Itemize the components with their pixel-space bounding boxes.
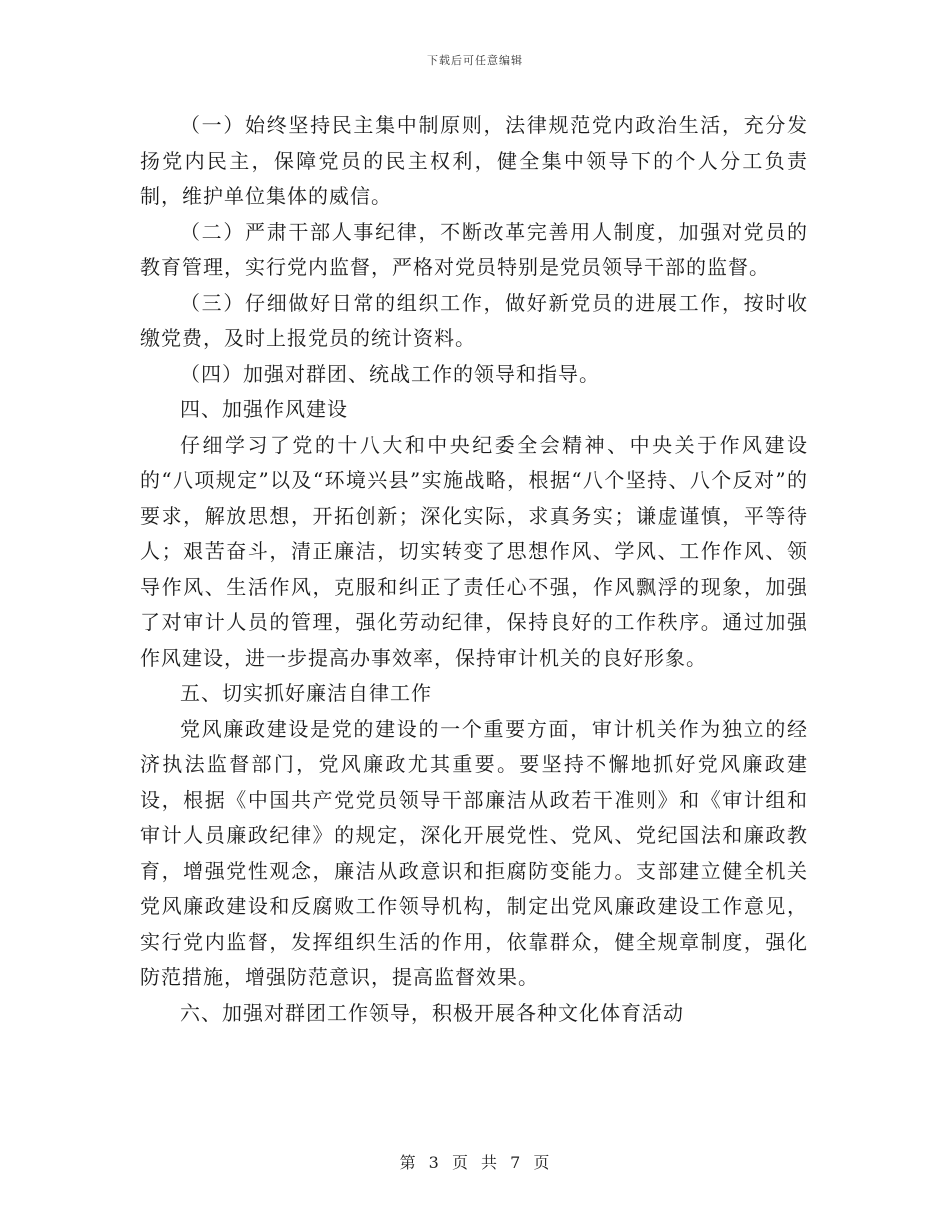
section-heading-6: 六、加强对群团工作领导，积极开展各种文化体育活动 [180, 1000, 684, 1025]
section-heading-4: 四、加强作风建设 [180, 397, 348, 421]
paragraph-6: 党风廉政建设是党的建设的一个重要方面，审计机关作为独立的经济执法监督部门，党风廉政尤其重要。要坚持不懈地抓好党风廉政建设，根据《中国共产党党员领导干部廉洁从政若干准则》和《审计组和审计人员廉政纪律》的规定，深化开展党性、党风、党纪国法和廉政教育，增强党性观念，廉洁从政意识和拒腐防变能力。支部建立健全机关党风廉政建设和反腐败工作领导机构，制定出党风廉政建设工作意见，实行党内监督，发挥组织生活的作用，依靠群众，健全规章制度，强化防范措施，增强防范意识，提高监督效果。 [140, 716, 808, 989]
paragraph-5: 仔细学习了党的十八大和中央纪委全会精神、中央关于作风建设的“八项规定”以及“环境兴县”实施战略，根据“八个坚持、八个反对”的要求，解放思想，开拓创新；深化实际，求真务实；谦虚谨慎，平等待人；艰苦奋斗，清正廉洁，切实转变了思想作风、学风、工作作风、领导作风、生活作风，克服和纠正了责任心不强，作风飘浮的现象，加强了对审计人员的管理，强化劳动纪律，保持良好的工作秩序。通过加强作风建设，进一步提高办事效率，保持审计机关的良好形象。 [140, 432, 808, 670]
page-header: 下载后可任意编辑 [427, 54, 523, 67]
paragraph-1: （一）始终坚持民主集中制原则，法律规范党内政治生活，充分发扬党内民主，保障党员的民主权利，健全集中领导下的个人分工负责制，维护单位集体的威信。 [140, 113, 808, 208]
paragraph-4: （四）加强对群团、统战工作的领导和指导。 [180, 361, 600, 386]
page-number-footer: 第 3 页 共 7 页 [399, 1153, 551, 1172]
paragraph-2: （二）严肃干部人事纪律，不断改革完善用人制度，加强对党员的教育管理，实行党内监督，严格对党员特别是党员领导干部的监督。 [140, 219, 808, 279]
paragraph-3: （三）仔细做好日常的组织工作，做好新党员的进展工作，按时收缴党费，及时上报党员的统计资料。 [140, 290, 808, 350]
document-body [140, 108, 808, 1031]
section-heading-5: 五、切实抓好廉洁自律工作 [180, 681, 432, 705]
